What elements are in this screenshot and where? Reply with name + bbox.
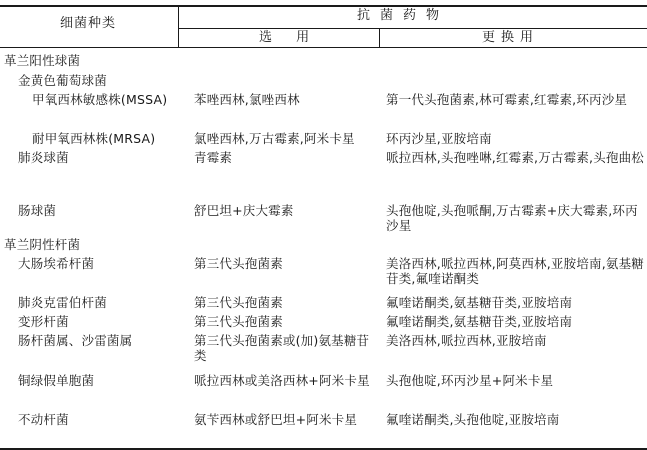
alternative-drugs: 氟喹诺酮类,头孢他啶,亚胺培南 <box>386 412 560 427</box>
species-name: 肠杆菌属、沙雷菌属 <box>18 333 133 348</box>
alternative-drugs: 头孢他啶,头孢哌酮,万古霉素+庆大霉素,环丙沙星 <box>386 203 638 233</box>
species-name: 耐甲氧西林株(MRSA) <box>32 131 156 146</box>
select-drugs: 苯唑西林,氯唑西林 <box>194 92 300 107</box>
species-name: 肠球菌 <box>18 203 57 218</box>
alternative-drugs: 环丙沙星,亚胺培南 <box>386 131 492 146</box>
alternative-drugs: 氟喹诺酮类,氨基糖苷类,亚胺培南 <box>386 314 573 329</box>
header-divider-left <box>178 6 179 48</box>
select-drugs: 氯唑西林,万古霉素,阿米卡星 <box>194 131 355 146</box>
species-name: 大肠埃希杆菌 <box>18 256 95 271</box>
select-drugs: 哌拉西林或美洛西林+阿米卡星 <box>194 373 370 388</box>
section-title-gram-negative: 革兰阴性杆菌 <box>4 237 81 252</box>
select-drugs: 舒巴坦+庆大霉素 <box>194 203 294 218</box>
section-title-gram-positive: 革兰阳性球菌 <box>4 53 81 68</box>
species-name: 不动杆菌 <box>18 412 69 427</box>
alternative-drugs: 哌拉西林,头孢唑啉,红霉素,万古霉素,头孢曲松 <box>386 150 644 165</box>
species-name: 变形杆菌 <box>18 314 69 329</box>
select-drugs: 第三代头孢菌素 <box>194 314 283 329</box>
species-name: 铜绿假单胞菌 <box>18 373 95 388</box>
select-drugs: 青霉素 <box>194 150 233 165</box>
select-drugs: 第三代头孢菌素 <box>194 295 283 310</box>
select-drugs: 第三代头孢菌素 <box>194 256 283 271</box>
species-name: 金黄色葡萄球菌 <box>18 73 107 88</box>
header-species: 细菌种类 <box>60 16 117 31</box>
header-select: 选 用 <box>259 30 320 45</box>
header-bottom-rule <box>0 47 647 48</box>
header-alternative: 更换用 <box>482 30 540 45</box>
alternative-drugs: 美洛西林,哌拉西林,阿莫西林,亚胺培南,氨基糖苷类,氟喹诺酮类 <box>386 256 644 286</box>
header-divider-mid <box>379 28 380 48</box>
species-name: 肺炎克雷伯杆菌 <box>18 295 107 310</box>
header-group-rule <box>178 28 647 29</box>
alternative-drugs: 第一代头孢菌素,林可霉素,红霉素,环丙沙星 <box>386 92 628 107</box>
select-drugs: 第三代头孢菌素或(加)氨基糖苷类 <box>194 333 370 363</box>
header-drug-group: 抗菌药物 <box>357 8 450 23</box>
alternative-drugs: 头孢他啶,环丙沙星+阿米卡星 <box>386 373 554 388</box>
select-drugs: 氨苄西林或舒巴坦+阿米卡星 <box>194 412 358 427</box>
alternative-drugs: 氟喹诺酮类,氨基糖苷类,亚胺培南 <box>386 295 573 310</box>
species-name: 肺炎球菌 <box>18 150 69 165</box>
species-name: 甲氧西林敏感株(MSSA) <box>32 92 168 107</box>
alternative-drugs: 美洛西林,哌拉西林,亚胺培南 <box>386 333 547 348</box>
table-top-rule <box>0 5 647 7</box>
